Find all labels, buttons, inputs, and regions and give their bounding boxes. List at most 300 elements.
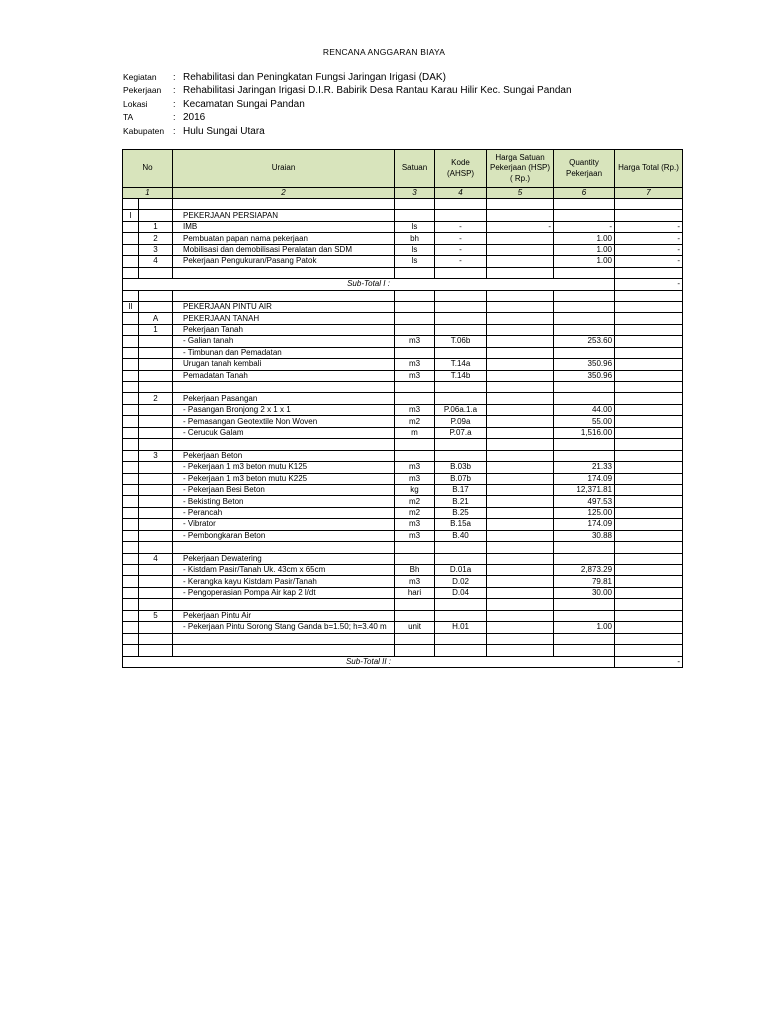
cell-satuan: [395, 553, 435, 564]
cell-total: [615, 210, 683, 221]
cell-quantity: [554, 301, 615, 312]
cell-item-no: [139, 496, 173, 507]
cell-satuan: m: [395, 427, 435, 438]
cell-total: [615, 622, 683, 633]
cell-item-no: [139, 439, 173, 450]
cell-harga-satuan: [487, 484, 554, 495]
cell-kode: [435, 393, 487, 404]
col-number: 1: [123, 188, 173, 199]
cell-item-no: [139, 519, 173, 530]
cell-section-no: [123, 404, 139, 415]
cell-quantity: 125.00: [554, 507, 615, 518]
info-row: [123, 71, 572, 84]
cell-item-no: [139, 359, 173, 370]
col-number: 6: [554, 188, 615, 199]
table-row: [123, 416, 683, 427]
cell-uraian: - Pekerjaan Pintu Sorong Stang Ganda b=1.50; h=3.40 m: [173, 622, 395, 633]
cell-total: [615, 473, 683, 484]
cell-uraian: - Pemasangan Geotextile Non Woven: [173, 416, 395, 427]
cell-item-no: [139, 404, 173, 415]
cell-item-no: [139, 416, 173, 427]
cell-total: [615, 267, 683, 278]
cell-total: [615, 645, 683, 656]
cell-harga-satuan: [487, 496, 554, 507]
cell-total: [615, 633, 683, 644]
cell-satuan: [395, 210, 435, 221]
cell-quantity: [554, 324, 615, 335]
cell-section-no: [123, 462, 139, 473]
cell-harga-satuan: -: [487, 221, 554, 232]
cell-total: [615, 393, 683, 404]
cell-item-no: [139, 530, 173, 541]
cell-quantity: [554, 267, 615, 278]
info-separator: :: [173, 85, 176, 96]
cell-harga-satuan: [487, 393, 554, 404]
cell-item-no: [139, 587, 173, 598]
info-value: Rehabilitasi dan Peningkatan Fungsi Jaringan Irigasi (DAK): [183, 72, 446, 83]
cell-section-no: II: [123, 301, 139, 312]
cell-section-no: [123, 565, 139, 576]
cell-section-no: [123, 622, 139, 633]
cell-kode: -: [435, 256, 487, 267]
cell-harga-satuan: [487, 553, 554, 564]
cell-total: [615, 587, 683, 598]
cell-item-no: 1: [139, 324, 173, 335]
cell-total: [615, 313, 683, 324]
cell-harga-satuan: [487, 530, 554, 541]
cell-quantity: [554, 610, 615, 621]
cell-harga-satuan: [487, 622, 554, 633]
cell-section-no: I: [123, 210, 139, 221]
cell-satuan: [395, 599, 435, 610]
cell-quantity: 12,371.81: [554, 484, 615, 495]
cell-uraian: [173, 645, 395, 656]
cell-satuan: ls: [395, 256, 435, 267]
cell-uraian: - Kistdam Pasir/Tanah Uk. 43cm x 65cm: [173, 565, 395, 576]
cell-item-no: [139, 645, 173, 656]
col-number: 2: [173, 188, 395, 199]
cell-uraian: [173, 382, 395, 393]
cell-quantity: 350.96: [554, 359, 615, 370]
cell-satuan: m2: [395, 496, 435, 507]
cell-quantity: [554, 599, 615, 610]
cell-item-no: [139, 210, 173, 221]
cell-harga-satuan: [487, 347, 554, 358]
cell-uraian: - Pengoperasian Pompa Air kap 2 l/dt: [173, 587, 395, 598]
cell-section-no: [123, 324, 139, 335]
cell-satuan: m3: [395, 336, 435, 347]
col-number: 7: [615, 188, 683, 199]
header-satuan: Satuan: [395, 150, 435, 188]
cell-uraian: - Bekisting Beton: [173, 496, 395, 507]
cell-item-no: [139, 267, 173, 278]
table-row: [123, 587, 683, 598]
cell-quantity: [554, 645, 615, 656]
cell-satuan: [395, 324, 435, 335]
cell-satuan: [395, 542, 435, 553]
table-row: [123, 221, 683, 232]
header-kode: Kode (AHSP): [435, 150, 487, 188]
cell-harga-satuan: [487, 336, 554, 347]
cell-quantity: 1,516.00: [554, 427, 615, 438]
cell-total: -: [615, 279, 683, 290]
table-row: [123, 439, 683, 450]
cell-kode: T.14b: [435, 370, 487, 381]
cell-total: [615, 496, 683, 507]
cell-harga-satuan: [487, 210, 554, 221]
cell-kode: [435, 210, 487, 221]
cell-item-no: [139, 301, 173, 312]
cell-quantity: 79.81: [554, 576, 615, 587]
cell-uraian: PEKERJAAN PERSIAPAN: [173, 210, 395, 221]
cell-item-no: [139, 382, 173, 393]
table-row: [123, 370, 683, 381]
cell-kode: B.07b: [435, 473, 487, 484]
cell-total: [615, 427, 683, 438]
cell-satuan: unit: [395, 622, 435, 633]
cell-section-no: [123, 599, 139, 610]
cell-satuan: [395, 633, 435, 644]
cell-total: [615, 610, 683, 621]
cell-satuan: m3: [395, 462, 435, 473]
cell-uraian: PEKERJAAN TANAH: [173, 313, 395, 324]
cell-section-no: [123, 290, 139, 301]
info-value: 2016: [183, 112, 206, 124]
cell-total: -: [615, 244, 683, 255]
cell-kode: -: [435, 244, 487, 255]
cell-quantity: 350.96: [554, 370, 615, 381]
cell-kode: [435, 267, 487, 278]
cell-harga-satuan: [487, 244, 554, 255]
table-row: [123, 484, 683, 495]
cell-satuan: ls: [395, 221, 435, 232]
cell-quantity: 497.53: [554, 496, 615, 507]
cell-harga-satuan: [487, 610, 554, 621]
info-separator: :: [173, 98, 176, 109]
cell-total: [615, 370, 683, 381]
cell-uraian: Mobilisasi dan demobilisasi Peralatan dan SDM: [173, 244, 395, 255]
cell-quantity: [554, 290, 615, 301]
cell-total: [615, 542, 683, 553]
cell-item-no: [139, 290, 173, 301]
cell-kode: [435, 382, 487, 393]
cell-harga-satuan: [487, 256, 554, 267]
cell-harga-satuan: [487, 565, 554, 576]
cell-uraian: - Cerucuk Galam: [173, 427, 395, 438]
cell-total: [615, 199, 683, 210]
cell-satuan: m3: [395, 576, 435, 587]
cell-quantity: 174.09: [554, 519, 615, 530]
cell-total: [615, 565, 683, 576]
cell-kode: B.17: [435, 484, 487, 495]
cell-quantity: [554, 347, 615, 358]
table-row: [123, 301, 683, 312]
cell-quantity: [554, 210, 615, 221]
cell-satuan: [395, 393, 435, 404]
cell-kode: B.40: [435, 530, 487, 541]
cell-uraian: - Pekerjaan 1 m3 beton mutu K225: [173, 473, 395, 484]
cell-harga-satuan: [487, 404, 554, 415]
table-row: [123, 633, 683, 644]
info-key: TA: [123, 112, 134, 123]
info-separator: :: [173, 112, 176, 123]
cell-satuan: [395, 439, 435, 450]
table-row: [123, 233, 683, 244]
cell-satuan: m3: [395, 473, 435, 484]
cell-satuan: m3: [395, 370, 435, 381]
cell-kode: [435, 324, 487, 335]
header-harga-satuan: Harga Satuan Pekerjaan (HSP) ( Rp.): [487, 150, 554, 188]
cell-section-no: [123, 382, 139, 393]
cell-harga-satuan: [487, 199, 554, 210]
cell-item-no: [139, 336, 173, 347]
cell-kode: [435, 290, 487, 301]
cell-kode: P.06a.1.a: [435, 404, 487, 415]
cell-satuan: Bh: [395, 565, 435, 576]
cell-harga-satuan: [487, 359, 554, 370]
cell-total: [615, 404, 683, 415]
cell-total: [615, 324, 683, 335]
cell-harga-satuan: [487, 473, 554, 484]
cell-kode: [435, 645, 487, 656]
cell-total: [615, 290, 683, 301]
cell-satuan: m3: [395, 519, 435, 530]
cell-kode: H.01: [435, 622, 487, 633]
cell-item-no: 2: [139, 393, 173, 404]
header-harga-total: Harga Total (Rp.): [615, 150, 683, 188]
table-row: [123, 496, 683, 507]
table-row: [123, 462, 683, 473]
info-row: [123, 84, 572, 97]
cell-total: [615, 599, 683, 610]
cell-item-no: [139, 473, 173, 484]
cell-kode: D.02: [435, 576, 487, 587]
cell-quantity: 1.00: [554, 233, 615, 244]
cell-satuan: [395, 199, 435, 210]
cell-kode: P.07.a: [435, 427, 487, 438]
cell-section-no: [123, 484, 139, 495]
cell-uraian: Pekerjaan Pintu Air: [173, 610, 395, 621]
cell-satuan: bh: [395, 233, 435, 244]
cell-uraian: [173, 439, 395, 450]
cell-harga-satuan: [487, 542, 554, 553]
cell-item-no: 2: [139, 233, 173, 244]
cell-quantity: 1.00: [554, 244, 615, 255]
cell-uraian: - Perancah: [173, 507, 395, 518]
cell-quantity: 44.00: [554, 404, 615, 415]
cell-harga-satuan: [487, 645, 554, 656]
cell-uraian: Pekerjaan Pasangan: [173, 393, 395, 404]
cell-satuan: [395, 313, 435, 324]
cell-harga-satuan: [487, 439, 554, 450]
cell-quantity: [554, 382, 615, 393]
cell-total: [615, 450, 683, 461]
cell-uraian: Pekerjaan Dewatering: [173, 553, 395, 564]
cell-section-no: [123, 416, 139, 427]
cell-total: [615, 336, 683, 347]
cell-total: [615, 439, 683, 450]
cell-harga-satuan: [487, 301, 554, 312]
table-row: [123, 610, 683, 621]
cell-section-no: [123, 507, 139, 518]
cell-uraian: - Timbunan dan Pemadatan: [173, 347, 395, 358]
table-row: [123, 450, 683, 461]
cell-uraian: Pembuatan papan nama pekerjaan: [173, 233, 395, 244]
cell-item-no: [139, 370, 173, 381]
cell-satuan: [395, 301, 435, 312]
cell-section-no: [123, 313, 139, 324]
cell-satuan: [395, 267, 435, 278]
cell-kode: T.14a: [435, 359, 487, 370]
cell-item-no: [139, 599, 173, 610]
cell-section-no: [123, 221, 139, 232]
cell-uraian: PEKERJAAN PINTU AIR: [173, 301, 395, 312]
cell-section-no: [123, 256, 139, 267]
cell-section-no: [123, 359, 139, 370]
table-row: [123, 210, 683, 221]
table-row: [123, 622, 683, 633]
cell-total: [615, 576, 683, 587]
header-no: No: [123, 150, 173, 188]
info-key: Lokasi: [123, 98, 148, 109]
table-row: [123, 244, 683, 255]
cell-section-no: [123, 199, 139, 210]
info-key: Kabupaten: [123, 125, 165, 136]
cell-total: [615, 530, 683, 541]
cell-uraian: IMB: [173, 221, 395, 232]
cell-uraian: Pekerjaan Tanah: [173, 324, 395, 335]
cell-item-no: [139, 462, 173, 473]
cell-section-no: [123, 347, 139, 358]
cell-quantity: 21.33: [554, 462, 615, 473]
cell-quantity: 174.09: [554, 473, 615, 484]
header-uraian: Uraian: [173, 150, 395, 188]
cell-section-no: [123, 473, 139, 484]
cell-uraian: Pekerjaan Pengukuran/Pasang Patok: [173, 256, 395, 267]
table-row: [123, 427, 683, 438]
cell-kode: B.21: [435, 496, 487, 507]
table-row: [123, 382, 683, 393]
info-key: Kegiatan: [123, 72, 157, 82]
cell-item-no: 1: [139, 221, 173, 232]
cell-item-no: [139, 622, 173, 633]
column-number-row: [123, 188, 683, 199]
table-row: [123, 553, 683, 564]
table-row: [123, 645, 683, 656]
cell-harga-satuan: [487, 313, 554, 324]
info-separator: :: [173, 72, 176, 82]
cell-uraian: - Pekerjaan Besi Beton: [173, 484, 395, 495]
cell-harga-satuan: [487, 507, 554, 518]
cell-harga-satuan: [487, 633, 554, 644]
cell-kode: B.25: [435, 507, 487, 518]
cell-satuan: m2: [395, 507, 435, 518]
cell-total: -: [615, 256, 683, 267]
info-row: [123, 111, 572, 124]
cell-harga-satuan: [487, 519, 554, 530]
cell-item-no: [139, 507, 173, 518]
cell-kode: [435, 199, 487, 210]
table-row: [123, 565, 683, 576]
table-row: [123, 507, 683, 518]
cell-total: [615, 462, 683, 473]
cell-satuan: [395, 347, 435, 358]
cell-kode: P.09a: [435, 416, 487, 427]
table-row: [123, 336, 683, 347]
cell-satuan: m2: [395, 416, 435, 427]
cell-item-no: [139, 427, 173, 438]
cell-kode: [435, 450, 487, 461]
cell-kode: D.04: [435, 587, 487, 598]
col-number: 4: [435, 188, 487, 199]
cell-kode: T.06b: [435, 336, 487, 347]
cell-total: [615, 507, 683, 518]
cell-total: [615, 416, 683, 427]
cell-satuan: hari: [395, 587, 435, 598]
budget-table: [122, 149, 683, 668]
cell-quantity: [554, 633, 615, 644]
cell-section-no: [123, 610, 139, 621]
cell-satuan: [395, 450, 435, 461]
table-row: [123, 359, 683, 370]
info-row: [123, 98, 572, 111]
cell-harga-satuan: [487, 370, 554, 381]
cell-harga-satuan: [487, 267, 554, 278]
cell-section-no: [123, 633, 139, 644]
subtotal-label: Sub-Total II :: [123, 656, 615, 667]
cell-item-no: [139, 484, 173, 495]
cell-section-no: [123, 393, 139, 404]
cell-satuan: [395, 382, 435, 393]
table-row: [123, 576, 683, 587]
cell-quantity: 1.00: [554, 622, 615, 633]
cell-satuan: m3: [395, 359, 435, 370]
cell-kode: [435, 313, 487, 324]
cell-satuan: [395, 610, 435, 621]
cell-quantity: [554, 439, 615, 450]
cell-total: [615, 301, 683, 312]
col-number: 3: [395, 188, 435, 199]
cell-harga-satuan: [487, 587, 554, 598]
cell-kode: B.15a: [435, 519, 487, 530]
cell-harga-satuan: [487, 324, 554, 335]
info-value: Kecamatan Sungai Pandan: [183, 98, 305, 110]
table-row: [123, 473, 683, 484]
cell-harga-satuan: [487, 462, 554, 473]
cell-uraian: - Kerangka kayu Kistdam Pasir/Tanah: [173, 576, 395, 587]
cell-kode: -: [435, 221, 487, 232]
cell-section-no: [123, 519, 139, 530]
cell-satuan: [395, 290, 435, 301]
cell-section-no: [123, 439, 139, 450]
cell-uraian: [173, 199, 395, 210]
cell-quantity: 1.00: [554, 256, 615, 267]
cell-quantity: [554, 199, 615, 210]
cell-section-no: [123, 576, 139, 587]
cell-section-no: [123, 530, 139, 541]
cell-harga-satuan: [487, 416, 554, 427]
table-row: [123, 347, 683, 358]
cell-harga-satuan: [487, 290, 554, 301]
table-row: [123, 542, 683, 553]
cell-uraian: [173, 290, 395, 301]
cell-item-no: A: [139, 313, 173, 324]
cell-satuan: m3: [395, 530, 435, 541]
cell-total: [615, 359, 683, 370]
cell-item-no: 4: [139, 256, 173, 267]
cell-kode: [435, 599, 487, 610]
cell-harga-satuan: [487, 233, 554, 244]
